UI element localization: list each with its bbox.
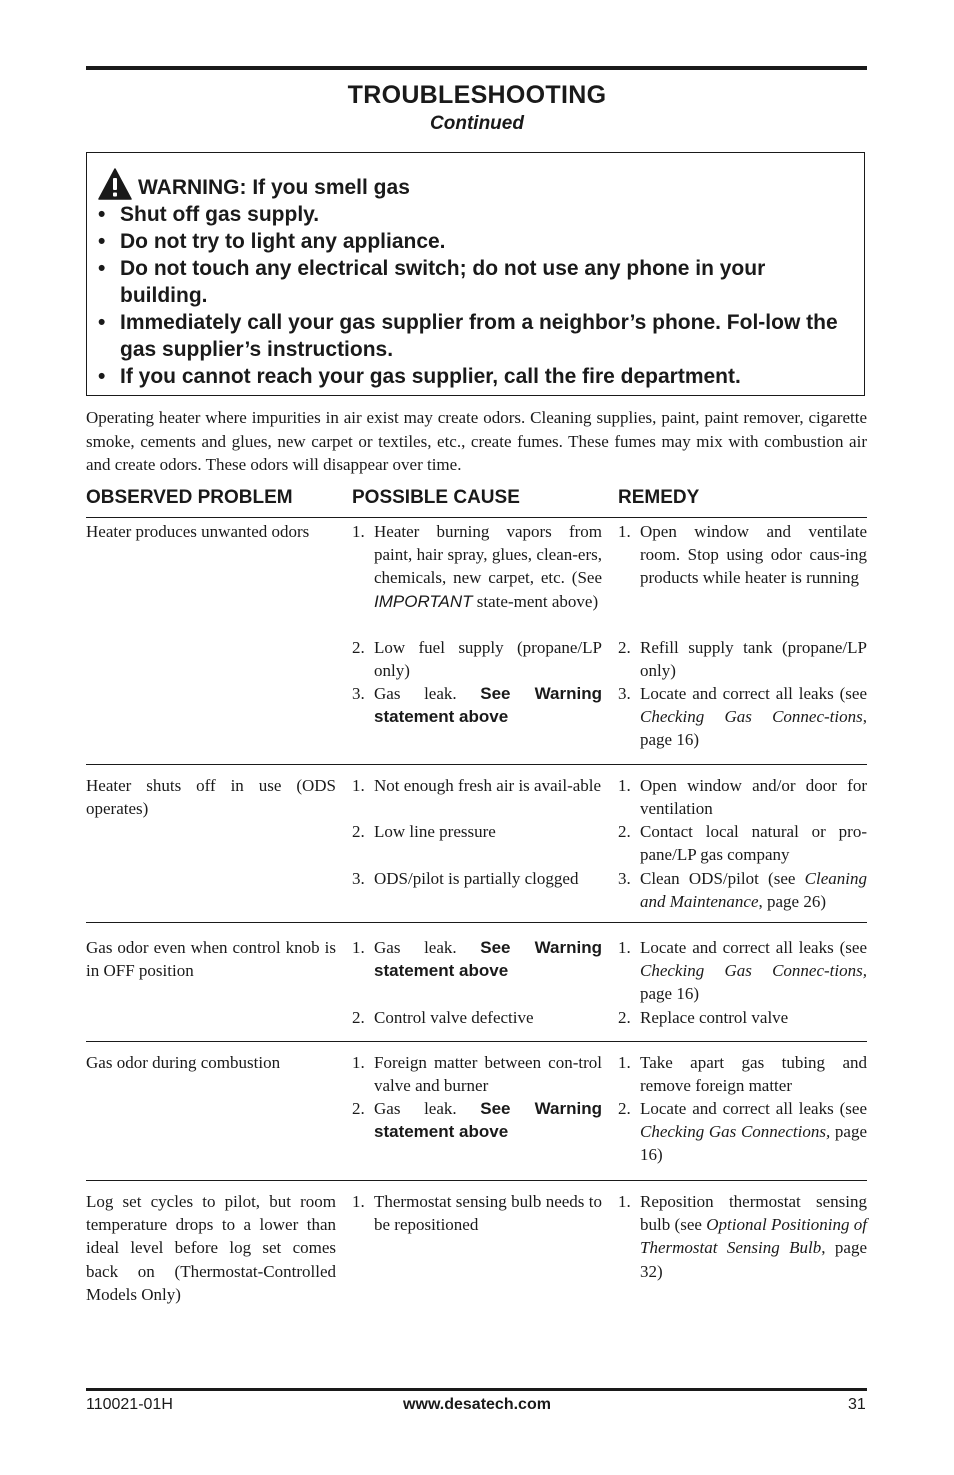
row-divider <box>86 922 867 923</box>
cause-item <box>352 867 602 890</box>
remedy-text: Contact local natural or pro-pane/LP gas company <box>640 822 867 865</box>
column-header-remedy: REMEDY <box>618 487 700 508</box>
page-title: TROUBLESHOOTING <box>347 81 607 109</box>
remedy-text: Locate and correct all leaks (see Checking Gas Connec-tions, page 16) <box>640 938 867 1004</box>
page-number: 31 <box>848 1396 866 1413</box>
top-rule <box>86 66 867 70</box>
item-number: 2. <box>618 638 631 657</box>
cause-text: Low line pressure <box>374 822 496 841</box>
cause-text: Not enough fresh air is avail-able <box>374 776 602 795</box>
warning-heading-row <box>98 174 410 201</box>
cause-item <box>352 520 602 613</box>
remedy-text: Clean ODS/pilot (see Cleaning and Maintenance, page 26) <box>640 869 867 912</box>
remedy-text: Replace control valve <box>640 1008 789 1027</box>
item-number: 1. <box>618 1192 631 1211</box>
column-header-problem: OBSERVED PROBLEM <box>86 487 293 508</box>
cause-item <box>352 636 602 682</box>
remedy-text: Open window and/or door for ventilation <box>640 776 867 819</box>
warning-bullet: • Do not touch any electrical switch; do not use any phone in your building. <box>98 257 766 307</box>
remedy-text: Locate and correct all leaks (see Checking Gas Connec-tions, page 16) <box>640 684 867 750</box>
header-rule <box>86 517 867 518</box>
cause-item <box>352 1190 602 1236</box>
cause-item <box>352 682 602 728</box>
item-number: 3. <box>618 684 631 703</box>
remedy-item <box>618 1006 867 1029</box>
remedy-text: Open window and ventilate room. Stop using odor caus-ing products while heater is running <box>640 522 867 588</box>
warning-heading: WARNING: If you smell gas <box>138 176 410 199</box>
remedy-text: Reposition thermostat sensing bulb (see Optional Positioning of Thermostat Sensing Bulb, page 32) <box>640 1192 867 1281</box>
item-number: 1. <box>352 776 365 795</box>
item-number: 1. <box>352 938 365 957</box>
item-number: 1. <box>618 522 631 541</box>
observed-problem: Gas odor during combustion <box>86 1053 281 1072</box>
cause-item <box>352 820 602 843</box>
item-number: 2. <box>352 822 365 841</box>
gas-warning-box <box>86 152 865 396</box>
remedy-text: Take apart gas tubing and remove foreign matter <box>640 1053 867 1096</box>
bottom-rule <box>86 1388 867 1391</box>
item-number: 2. <box>352 638 365 657</box>
website-link[interactable]: www.desatech.com <box>403 1396 551 1413</box>
remedy-item <box>618 936 867 1006</box>
remedy-text: Locate and correct all leaks (see Checking Gas Connections, page 16) <box>640 1099 867 1165</box>
observed-problem: Gas odor even when control knob is in OFF position <box>86 938 336 981</box>
warning-bullet: • Do not try to light any appliance. <box>98 230 446 253</box>
page-subtitle: Continued <box>430 113 524 134</box>
cause-text: ODS/pilot is partially clogged <box>374 869 579 888</box>
remedy-item <box>618 867 867 913</box>
cause-text: Gas leak. See Warning statement above <box>374 1099 602 1142</box>
remedy-item <box>618 520 867 590</box>
cause-item <box>352 1006 602 1029</box>
cause-item <box>352 936 602 982</box>
remedy-item <box>618 1051 867 1097</box>
intro-paragraph: Operating heater where impurities in air exist may create odors. Cleaning supplies, paint, paint remover, cigarette smoke, cements and glues, new carpet or textiles, etc., create fumes. These fumes may mix with combustion air and create odors. These odors will disappear over time. <box>86 408 867 474</box>
item-number: 1. <box>352 1053 365 1072</box>
cause-text: Low fuel supply (propane/LP only) <box>374 638 602 681</box>
row-divider <box>86 1041 867 1042</box>
cause-text: Gas leak. See Warning statement above <box>374 938 602 981</box>
item-number: 2. <box>618 1099 631 1118</box>
observed-problem: Log set cycles to pilot, but room temperature drops to a lower than ideal level before log set comes back on (Thermostat-Controlled Models Only) <box>86 1192 336 1304</box>
cause-item <box>352 1097 602 1143</box>
cause-item <box>352 1051 602 1097</box>
cause-text: Heater burning vapors from paint, hair spray, glues, clean-ers, chemicals, new carpet, etc. (See IMPORTANT state-ment above) <box>374 522 602 611</box>
item-number: 1. <box>618 776 631 795</box>
item-number: 1. <box>618 1053 631 1072</box>
warning-triangle-icon <box>98 168 132 200</box>
warning-bullet: • If you cannot reach your gas supplier, call the fire department. <box>98 365 741 388</box>
column-header-cause: POSSIBLE CAUSE <box>352 487 520 508</box>
remedy-item <box>618 682 867 752</box>
item-number: 1. <box>352 1192 365 1211</box>
document-number: 110021-01H <box>86 1396 173 1413</box>
cause-text: Gas leak. See Warning statement above <box>374 684 602 727</box>
warning-bullet: • Immediately call your gas supplier from a neighbor’s phone. Fol-low the gas supplier’s instructions. <box>98 311 838 361</box>
row-divider <box>86 1180 867 1181</box>
item-number: 3. <box>352 684 365 703</box>
cause-text: Thermostat sensing bulb needs to be repositioned <box>374 1192 602 1235</box>
item-number: 2. <box>352 1099 365 1118</box>
remedy-item <box>618 1097 867 1167</box>
item-number: 1. <box>618 938 631 957</box>
item-number: 2. <box>352 1008 365 1027</box>
row-divider <box>86 764 867 765</box>
remedy-item <box>618 820 867 866</box>
item-number: 2. <box>618 822 631 841</box>
warning-bullet: • Shut off gas supply. <box>98 203 320 226</box>
cause-text: Control valve defective <box>374 1008 534 1027</box>
observed-problem: Heater shuts off in use (ODS operates) <box>86 776 336 819</box>
observed-problem: Heater produces unwanted odors <box>86 522 310 541</box>
item-number: 3. <box>618 869 631 888</box>
remedy-item <box>618 636 867 682</box>
remedy-item <box>618 1190 867 1283</box>
remedy-text: Refill supply tank (propane/LP only) <box>640 638 867 681</box>
cause-item <box>352 774 602 797</box>
cause-text: Foreign matter between con-trol valve and burner <box>374 1053 602 1096</box>
item-number: 1. <box>352 522 365 541</box>
item-number: 2. <box>618 1008 631 1027</box>
remedy-item <box>618 774 867 820</box>
item-number: 3. <box>352 869 365 888</box>
